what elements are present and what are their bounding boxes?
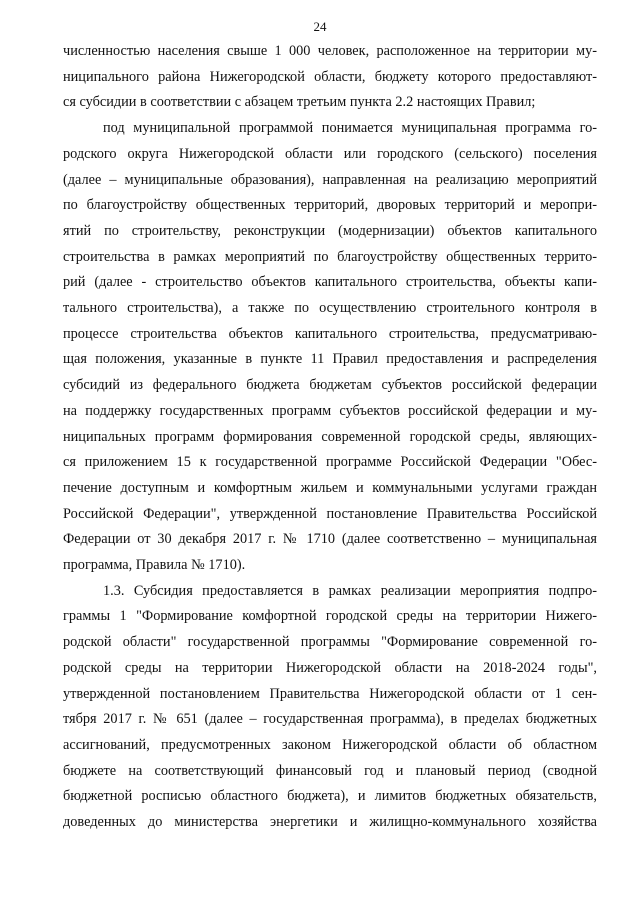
text-line: щая положения, указанные в пункте 11 Правил предоставления и распределения bbox=[63, 351, 597, 368]
text-line: по благоустройству общественных территорий, дворовых территорий и меропри- bbox=[63, 197, 597, 214]
text-line: родского округа Нижегородской области или городского (сельского) поселения bbox=[63, 145, 597, 162]
text-line: бюджетной росписью областного бюджета), и лимитов бюджетных обязательств, bbox=[63, 788, 597, 805]
text-line: на поддержку государственных программ субъектов российской федерации и му- bbox=[63, 402, 597, 419]
text-line: родской среды на территории Нижегородской области на 2018-2024 годы", bbox=[63, 659, 597, 676]
text-line: утвержденной постановлением Правительства Нижегородской области от 1 сен- bbox=[63, 685, 597, 702]
text-line: Федерации от 30 декабря 2017 г. № 1710 (далее соответственно – муниципальная bbox=[63, 531, 597, 548]
text-line: программа, Правила № 1710). bbox=[63, 557, 246, 573]
text-line: бюджете на соответствующий финансовый год и плановый период (сводной bbox=[63, 762, 597, 779]
text-line: тября 2017 г. № 651 (далее – государственная программа), в пределах бюджетных bbox=[63, 711, 597, 728]
text-line: тального строительства), а также по осуществлению строительного контроля в bbox=[63, 300, 597, 316]
text-line: ся приложением 15 к государственной программе Российской Федерации "Обес- bbox=[63, 454, 597, 471]
text-line: 1.3. Субсидия предоставляется в рамках реализации мероприятия подпро- bbox=[103, 582, 597, 599]
text-line: печение доступным и комфортным жильем и коммунальными услугами граждан bbox=[63, 479, 597, 496]
text-line: граммы 1 "Формирование комфортной городской среды на территории Нижего- bbox=[63, 608, 597, 625]
text-line: процессе строительства объектов капитального строительства, предусматриваю- bbox=[63, 325, 597, 342]
text-line: доведенных до министерства энергетики и жилищно-коммунального хозяйства bbox=[63, 814, 597, 830]
text-line: (далее – муниципальные образования), направленная на реализацию мероприятий bbox=[63, 171, 597, 188]
text-line: ассигнований, предусмотренных законом Нижегородской области об областном bbox=[63, 736, 597, 753]
text-line: ниципальных программ формирования современной городской среды, являющих- bbox=[63, 428, 597, 445]
text-line: рий (далее - строительство объектов капитального строительства, объекты капи- bbox=[63, 274, 597, 291]
text-line: ниципального района Нижегородской области, бюджету которого предоставляют- bbox=[63, 68, 597, 85]
page-number: 24 bbox=[313, 19, 327, 34]
text-line: Российской Федерации", утвержденной постановление Правительства Российской bbox=[63, 505, 597, 522]
text-line: численностью населения свыше 1 000 человек, расположенное на территории му- bbox=[63, 43, 597, 59]
text-line: субсидий из федерального бюджета бюджетам субъектов российской федерации bbox=[63, 377, 597, 394]
text-line: под муниципальной программой понимается муниципальная программа го- bbox=[103, 120, 597, 137]
text-line: строительства в рамках мероприятий по благоустройству общественных террито- bbox=[63, 248, 597, 265]
text-line: ся субсидии в соответствии с абзацем третьим пункта 2.2 настоящих Правил; bbox=[63, 94, 536, 111]
text-line: родской области" государственной программы "Формирование современной го- bbox=[63, 634, 597, 651]
text-line: ятий по строительству, реконструкции (модернизации) объектов капитального bbox=[63, 222, 597, 239]
